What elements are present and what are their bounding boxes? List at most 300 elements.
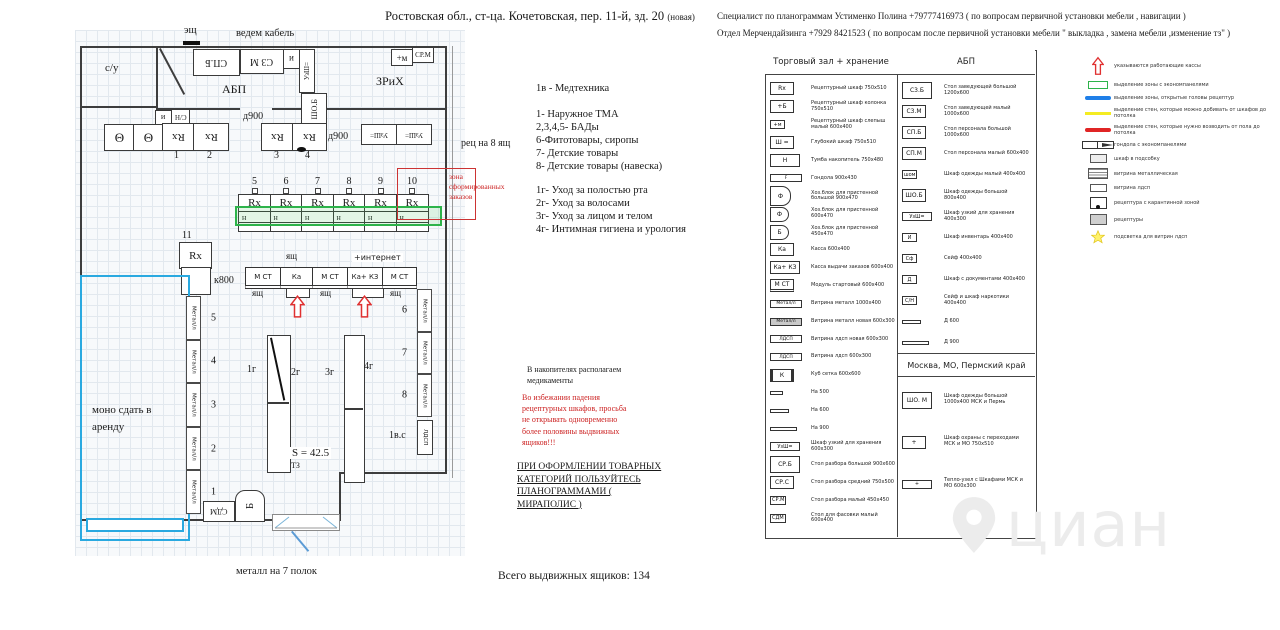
legend-row (900, 332, 1033, 353)
cabinet-i2-label: и (161, 113, 166, 122)
rack-number: 4 (211, 355, 216, 367)
sdm-label: СДМ (210, 507, 228, 516)
color-legend-symbol (1082, 81, 1114, 89)
legend-symbol-wrap (900, 126, 944, 139)
legend-row (900, 101, 1033, 122)
furniture-symbol: СДМ (772, 515, 784, 522)
legend-col1-header: Торговый зал + хранение (765, 50, 898, 75)
mst-label: М СТ (321, 272, 339, 281)
door-d900-right: д900 (328, 131, 349, 142)
legend-symbol-wrap (768, 100, 811, 113)
furniture-caption: Стол разбора большой 900х600 (811, 460, 895, 467)
cabinet-uzsh-label: УзШ= (303, 61, 311, 81)
cabinet-plus-m-label: +м (396, 52, 408, 63)
furniture-symbol: Ф (770, 186, 791, 206)
mst-label: М СТ (390, 272, 409, 281)
furniture-symbol: СР.С (770, 476, 794, 489)
rack-cell (186, 383, 216, 427)
cabinet-number: 8 (346, 176, 352, 187)
legend-symbol-wrap (768, 154, 811, 167)
legend-row (768, 116, 895, 134)
furniture-symbol: F (770, 174, 802, 182)
wall-right-outer (452, 46, 453, 478)
furniture-caption: Витрина лдсп новая 600х300 (811, 335, 889, 342)
category-group-3 (536, 184, 686, 236)
rx-cabinet: Rx (238, 194, 271, 212)
legend-row (768, 134, 895, 152)
legend-symbol-wrap (768, 225, 811, 240)
wall-right (445, 46, 447, 474)
cabinet-number: 6 (283, 176, 289, 187)
furniture-symbol: ШО.Б (902, 189, 926, 202)
legend-symbol-wrap (900, 320, 944, 324)
instruction-note: ПРИ ОФОРМЛЕНИИ ТОВАРНЫХ КАТЕГОРИЙ ПОЛЬЗУЙТЕСЬ ПЛАНОГРАММАМИ ( МИРАПОЛИС ) (517, 462, 662, 510)
counter-theta-1 (104, 124, 135, 151)
location-pin-icon (948, 495, 1000, 555)
legend-symbol-wrap (768, 120, 811, 129)
legend-row (768, 474, 895, 492)
category-line: 1г- Уход за полостью рта (536, 185, 648, 196)
metal-shelves-note: металл на 7 полок (236, 566, 317, 577)
furniture-symbol: ЛДСП (770, 353, 802, 361)
watermark (948, 488, 1171, 561)
furniture-symbol (770, 391, 783, 395)
legend-row (768, 205, 895, 223)
gondola-label-2g: 2г (291, 367, 301, 378)
module-mst-3 (382, 267, 417, 289)
color-legend-symbol (1082, 109, 1114, 117)
legend-symbol-wrap (768, 442, 811, 451)
gondola-b-divider (344, 408, 363, 410)
legend-col2-header: АБП (897, 50, 1035, 75)
accumulator-cell: н (270, 212, 303, 223)
furniture-caption: Шкаф одежды большой 800х400 (944, 188, 1008, 201)
legend-symbol-wrap (768, 186, 811, 206)
color-legend-symbol (1082, 126, 1114, 134)
legend-row (900, 80, 1033, 101)
legend-symbol-wrap (768, 353, 811, 361)
furniture-caption: Д 600 (944, 317, 960, 324)
wall-wc-right (156, 46, 158, 108)
legend-row (900, 248, 1033, 269)
rack-number: 7 (402, 347, 407, 359)
watermark-text: циан (1006, 488, 1172, 561)
cable-label: ведем кабель (236, 28, 295, 39)
color-legend-symbol (1082, 141, 1114, 149)
legend-symbol-wrap (768, 279, 811, 292)
rack-number: 6 (402, 304, 407, 316)
furniture-caption: Хоз.блок для пристенной большой 900х470 (811, 189, 879, 202)
color-legend-symbol (1082, 197, 1114, 209)
cabinet-number: 9 (378, 176, 383, 187)
esch-tick (183, 41, 200, 45)
safe-s-n (171, 109, 190, 124)
furniture-caption: Хоз.блок для пристенной 600х470 (811, 207, 879, 220)
furniture-caption: Стол персонала большой 1000х600 (944, 125, 1011, 138)
furniture-caption: На 600 (811, 407, 829, 414)
legend-row (768, 241, 895, 259)
rx-cabinet: Rx (396, 194, 429, 212)
category-line: 6-Фитотовары, сиропы (536, 135, 639, 146)
rack-material-label: Метал/л (190, 349, 197, 374)
rack-cell (402, 374, 432, 417)
furniture-symbol: Ка+ КЗ (770, 261, 800, 274)
yasch-label-1: ящ (252, 288, 264, 298)
legend-symbol-wrap (768, 409, 811, 413)
furniture-symbol: Д (902, 275, 917, 284)
rx-label: Rx (271, 131, 284, 143)
rx-cabinet: Rx (270, 194, 303, 212)
legend-symbol-wrap (900, 341, 944, 345)
order-zone-label: зона сформированных заказов (449, 172, 505, 201)
legend-symbol-wrap (768, 174, 811, 182)
room-abp-label: АБП (222, 82, 247, 96)
furniture-caption: Хоз.блок для пристенной 450х470 (811, 225, 879, 238)
color-legend-item (1082, 230, 1277, 244)
category-line: 2г- Уход за волосами (536, 198, 630, 209)
legend-row (768, 402, 895, 420)
storage-note: В накопителях располагаем медикаменты (527, 365, 622, 386)
legend-row (768, 384, 895, 402)
furniture-symbol: +м (770, 120, 785, 129)
furniture-symbol: Метал/л (770, 318, 802, 326)
legend-row (768, 169, 895, 187)
furniture-symbol (770, 409, 789, 413)
furniture-caption: Стол разбора средний 750х500 (811, 478, 894, 485)
rack-material-label: Метал/л (190, 480, 197, 504)
legend-symbol-wrap (768, 369, 811, 382)
furniture-caption: Стол заведующей малый 1000х600 (944, 104, 1011, 117)
legend-region-header: Москва, МО, Пермский край (898, 353, 1035, 377)
legend-symbol-wrap (900, 189, 944, 202)
rack-number: 8 (402, 389, 407, 401)
legend-row (900, 122, 1033, 143)
color-legend-item (1082, 214, 1277, 225)
rack-number: 2 (211, 443, 216, 455)
rx-label: Rx (204, 131, 218, 143)
legend-symbol-wrap (768, 456, 811, 473)
legend-column-divider (897, 74, 898, 537)
table-sdm (203, 501, 235, 522)
title-suffix: (новая) (667, 12, 695, 22)
color-legend-item (1082, 56, 1277, 76)
furniture-symbol: И (902, 233, 917, 242)
star-icon (1091, 230, 1105, 244)
color-legend-symbol (1082, 214, 1114, 225)
gondola-label-3g: 3г (325, 367, 335, 378)
cabinet-number: 10 (407, 176, 417, 187)
yasch-label-2: ящ (320, 288, 332, 298)
rack-material-label: Метал/л (190, 393, 197, 417)
furniture-caption: Сейф 400х400 (944, 254, 982, 261)
legend-symbol-wrap (900, 105, 944, 118)
cabinet-uzsh-h1 (361, 124, 397, 145)
cabinet-number-2: 2 (207, 150, 212, 161)
rack-cell (402, 289, 432, 332)
category-line: 1в - Медтехника (536, 83, 610, 94)
rx-cabinet-2 (193, 123, 229, 151)
legend-row (900, 385, 1033, 415)
furniture-symbol: М СТ (770, 279, 794, 292)
marker-dot (297, 147, 306, 152)
desk-sp-b (193, 49, 240, 76)
rx-cabinet-11 (179, 242, 212, 269)
accumulator-cell: н (333, 212, 366, 223)
cabinet-number-11: 11 (182, 230, 192, 241)
furniture-symbol: шом (904, 171, 916, 178)
color-legend-item (1082, 184, 1277, 192)
gondola-a-divider (267, 402, 289, 404)
category-line: 4г- Интимная гигиена и урология (536, 224, 686, 235)
counter-theta-2 (133, 124, 164, 151)
furniture-caption: Рецептурный шкаф слепыш малый 600х400 (811, 117, 886, 130)
color-legend-caption: витрина металлическая (1114, 170, 1178, 177)
legend-row (768, 491, 895, 509)
furniture-caption: Шкаф одежды малый 400х400 (944, 170, 1026, 177)
legend-symbol-wrap (900, 392, 944, 409)
table-sr-m-label: СР.М (415, 51, 431, 59)
up-arrow-icon (357, 295, 372, 323)
cabinet-uzsh-label: УзШ= (404, 130, 424, 139)
legend-symbol-wrap (768, 514, 811, 523)
legend-symbol-wrap (900, 170, 944, 179)
legend-symbol-wrap (768, 243, 811, 256)
cabinet-i-top (283, 49, 300, 69)
cabinet-number: 5 (252, 176, 257, 187)
furniture-symbol: + (902, 436, 926, 449)
cabinet-sho-b-label: ШО.Б (309, 99, 319, 120)
yasch-label-top: ящ (286, 251, 298, 261)
ldsp-rack (417, 420, 433, 455)
cabinet-plus-m (391, 49, 413, 66)
furniture-caption: Рецептурный шкаф колонка 750х510 (811, 100, 887, 112)
legend-row (768, 80, 895, 98)
k800-label: к800 (214, 275, 234, 286)
wall-wc-bottom (80, 106, 158, 108)
category-legend (536, 82, 686, 236)
color-legend-symbol (1082, 184, 1114, 192)
furniture-caption: Стол для фасовки малый 600х400 (811, 511, 878, 524)
furniture-caption: Касса 600х400 (811, 246, 850, 253)
rack-number: 3 (211, 399, 216, 411)
legend-symbol-wrap (768, 136, 811, 149)
legend-symbol-wrap (900, 436, 944, 449)
legend-symbol-wrap (900, 212, 944, 221)
rack-material-label: Метал/л (190, 306, 197, 330)
up-arrow-icon (1092, 56, 1104, 76)
cabinet-number-3: 3 (274, 150, 279, 161)
furniture-caption: Шкаф узкий для хранения 400х300 (944, 209, 1015, 222)
legend-row (768, 366, 895, 384)
contact-block (717, 8, 1277, 42)
legend-row (768, 223, 895, 241)
legend-row (900, 427, 1033, 457)
furniture-caption: На 900 (811, 424, 829, 431)
furniture-symbol: Ка (770, 243, 794, 256)
furniture-symbol: Б (770, 225, 789, 240)
accumulator-cell: н (396, 212, 429, 223)
ka-label: Ка (291, 272, 302, 281)
legend-row (768, 259, 895, 277)
category-line: 8- Детские товары (навеска) (536, 161, 663, 172)
gondola-1g-2g (267, 335, 291, 473)
rack-material-label: Метал/л (190, 436, 197, 461)
color-legend-item (1082, 94, 1277, 102)
furniture-symbol: С3.М (902, 105, 926, 118)
category-line: 2,3,4,5- БАДы (536, 122, 599, 133)
legend-row (768, 187, 895, 205)
furniture-caption: Гондола 900х430 (811, 174, 857, 181)
theta-symbol: Θ (143, 129, 154, 145)
legend-symbol-wrap (768, 300, 811, 308)
legend-symbol-wrap (768, 391, 811, 395)
furniture-symbol: СР.М (772, 497, 785, 504)
legend-symbol-wrap (768, 207, 811, 222)
cabinet-number-1: 1 (174, 150, 179, 161)
legend-symbol-wrap (900, 82, 944, 99)
cash-ka-kz (347, 267, 383, 289)
legend-symbol-wrap (768, 318, 811, 326)
furniture-symbol: СР.Б (770, 456, 800, 473)
ka-kz-label: Ка+ КЗ (351, 272, 379, 281)
furniture-symbol: Rx (770, 82, 794, 95)
esch-label: эщ (184, 25, 197, 36)
furniture-caption: Витрина лдсп 600х300 (811, 353, 872, 360)
internet-label: +интернет (354, 253, 401, 262)
category-line: 3г- Уход за лицом и телом (536, 211, 653, 222)
furniture-symbol: +Б (770, 100, 794, 113)
rx-label: Rx (189, 249, 202, 262)
legend-row (900, 290, 1033, 311)
legend-col2-rows-top (900, 80, 1033, 353)
module-mst-1 (245, 267, 281, 289)
rx-cabinet-3 (261, 123, 294, 151)
legend-symbol-wrap (900, 275, 944, 284)
rack-material-label: Метал/л (421, 383, 428, 408)
accumulator-cell: н (301, 212, 334, 223)
furniture-symbol: Ш = (770, 136, 794, 149)
accumulator-cell: н (238, 212, 271, 223)
legend-row (768, 152, 895, 170)
furniture-symbol: Н (770, 154, 800, 167)
legend-symbol-wrap (768, 476, 811, 489)
title-text: Ростовская обл., ст-ца. Кочетовская, пер. 11-й, зд. 20 (385, 9, 665, 23)
door-d900-left: д900 (243, 111, 264, 122)
left-metal-rack (186, 296, 216, 514)
color-legend-caption: витрина лдсп (1114, 185, 1151, 191)
ldsp-label: ЛДСП (422, 429, 428, 446)
category-group-1 (536, 82, 686, 95)
legend-row (768, 295, 895, 313)
color-legend-item (1082, 141, 1277, 149)
rx-cabinet-1 (162, 123, 195, 151)
rx-cabinet: Rx (364, 194, 397, 212)
contact-line-2: Отдел Мерчендайзинга +7929 8421523 ( по вопросам после первичной установки мебели " выкладка , замена мебели ,изменение тз" ) (717, 28, 1231, 38)
cabinet-uzsh-h2 (396, 124, 432, 145)
color-legend-item (1082, 154, 1277, 163)
rack-cell (186, 296, 216, 340)
color-legend-caption: рецептура с карантинной зоной (1114, 200, 1200, 206)
category-line: 7- Детские товары (536, 148, 619, 159)
rent-label: моно сдать в аренду (92, 404, 152, 433)
furniture-symbol: Сф (902, 254, 917, 263)
furniture-caption: Шкаф инвентарь 400х400 (944, 233, 1013, 240)
desk-sp-b-label: СП.Б (205, 57, 228, 68)
cabinet-uzsh-label: УзШ= (369, 130, 389, 139)
furniture-symbol: С3.Б (902, 82, 932, 99)
entrance-door (272, 514, 340, 531)
furniture-symbol: УзШ= (902, 212, 932, 221)
furniture-symbol (770, 427, 797, 431)
legend-row (900, 311, 1033, 332)
legend-symbol-wrap (768, 261, 811, 274)
furniture-caption: Д 900 (944, 338, 960, 345)
color-legend-symbol (1082, 168, 1114, 179)
furniture-caption: Тепло-узел с Шкафами МСК и МО 600х300 (944, 477, 1023, 489)
rx-label: Rx (303, 131, 316, 143)
legend-row (900, 185, 1033, 206)
mst-label: М СТ (254, 272, 272, 281)
legend-row (900, 227, 1033, 248)
furniture-caption: Сейф и шкаф наркотики 400х400 (944, 293, 1010, 306)
furniture-caption: Витрина металл 1000х400 (811, 299, 881, 306)
gondola-label-1g: 1г (247, 364, 257, 375)
legend-row (768, 98, 895, 116)
rack-material-label: Метал/л (421, 298, 428, 323)
legend-row (768, 348, 895, 366)
color-legend (1082, 56, 1277, 249)
desk-s3-m-label: С3 М (250, 56, 274, 67)
legend-row (900, 269, 1033, 290)
block-b (235, 490, 265, 522)
legend-symbol-wrap (768, 427, 811, 431)
b-label: Б (243, 502, 256, 510)
page-title (340, 9, 740, 24)
furniture-symbol: Метал/л (770, 300, 802, 308)
legend-symbol-wrap (768, 82, 811, 95)
cabinet-sho-b (301, 93, 327, 126)
furniture-caption: Касса выдачи заказов 600х400 (811, 263, 894, 270)
rx-cabinet: Rx (333, 194, 366, 212)
furniture-caption: Шкаф одежды большой 1000х400 МСК и Пермь (944, 393, 1008, 405)
furniture-caption: Тумба накопитель 750х480 (811, 156, 884, 163)
furniture-caption: Стол заведующей большой 1200х600 (944, 83, 1017, 96)
rack-cell (186, 427, 216, 471)
furniture-symbol: ШО. М (902, 392, 932, 409)
color-legend-symbol (1082, 154, 1114, 163)
legend-row (768, 277, 895, 295)
color-legend-item (1082, 81, 1277, 89)
right-metal-rack (402, 289, 432, 417)
legend-symbol-wrap (900, 254, 944, 263)
category-line: 1- Наружное ТМА (536, 109, 619, 120)
tz-label: ТЗ (291, 461, 300, 470)
color-legend-caption: подсветка для витрин лдсп (1114, 234, 1188, 240)
furniture-caption: Стол персонала малый 600х400 (944, 149, 1029, 156)
rack-number: 1 (211, 486, 216, 498)
color-legend-caption: выделение стен, которые нужно возводить от пола до потолка (1114, 124, 1260, 136)
legend-symbol-wrap (900, 480, 944, 489)
legend-row (900, 143, 1033, 164)
legend-row (900, 206, 1033, 227)
furniture-symbol (902, 320, 921, 324)
rack-cell (186, 470, 216, 514)
legend-symbol-wrap (900, 147, 944, 160)
color-legend-caption: выделение зоны, открытые головы рецептур (1114, 95, 1235, 101)
furniture-caption: Глубокий шкаф 750х510 (811, 138, 877, 145)
furniture-caption: Стол разбора малый 450х450 (811, 496, 889, 503)
cabinet-number: 7 (315, 176, 320, 187)
